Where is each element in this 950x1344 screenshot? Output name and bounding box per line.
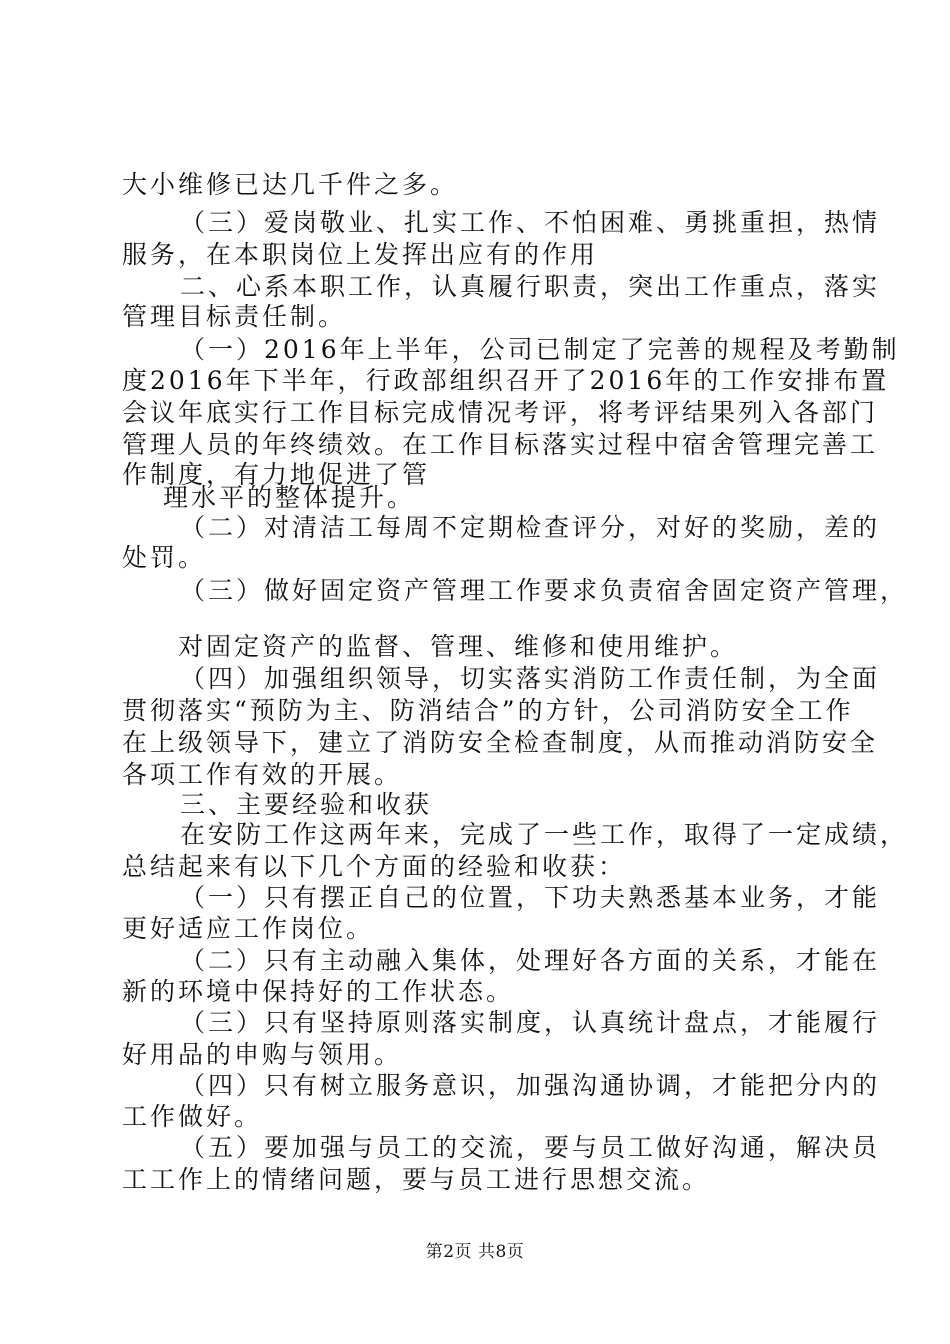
line-20: 三、主要经验和收获: [180, 790, 433, 819]
line-27: （三）只有坚持原则落实制度，认真统计盘点，才能履行: [180, 1008, 881, 1037]
line-32: 工工作上的情绪问题，要与员工进行思想交流。: [122, 1165, 711, 1194]
line-18: 在上级领导下，建立了消防安全检查制度，从而推动消防安全: [122, 728, 879, 757]
line-05: 管理目标责任制。: [122, 302, 347, 331]
line-30: 工作做好。: [122, 1102, 263, 1131]
line-10: 作制度，有力地促进了管: [122, 460, 431, 489]
line-24: 更好适应工作岗位。: [122, 914, 375, 943]
line-26: 新的环境中保持好的工作状态。: [122, 977, 515, 1006]
line-13: 处罚。: [122, 543, 207, 572]
line-22: 总结起来有以下几个方面的经验和收获：: [122, 852, 627, 881]
line-14: （三）做好固定资产管理工作要求负责宿舍固定资产管理，: [180, 576, 909, 605]
page-footer: [0, 1240, 950, 1264]
line-17: 贯彻落实“预防为主、防消结合”的方针，公司消防安全工作: [122, 696, 854, 725]
page-number-label: 第2页 共8页: [425, 1242, 525, 1262]
line-29: （四）只有树立服务意识，加强沟通协调，才能把分内的: [180, 1071, 881, 1100]
line-12: （二）对清洁工每周不定期检查评分，对好的奖励，差的: [180, 513, 881, 542]
line-08: 会议年底实行工作目标完成情况考评，将考评结果列入各部门: [122, 398, 879, 427]
line-23: （一）只有摆正自己的位置，下功夫熟悉基本业务，才能: [180, 883, 881, 912]
line-01: 大小维修已达几千件之多。: [122, 170, 459, 199]
line-28: 好用品的申购与领用。: [122, 1040, 403, 1069]
line-15: 对固定资产的监督、管理、维修和使用维护。: [178, 632, 739, 661]
line-03: 服务，在本职岗位上发挥出应有的作用: [122, 240, 599, 269]
line-16: （四）加强组织领导，切实落实消防工作责任制，为全面: [180, 664, 881, 693]
line-02: （三）爱岗敬业、扎实工作、不怕困难、勇挑重担，热情: [180, 208, 881, 237]
line-31: （五）要加强与员工的交流，要与员工做好沟通，解决员: [180, 1133, 881, 1162]
line-11: 理水平的整体提升。: [163, 483, 416, 512]
line-04: 二、心系本职工作，认真履行职责，突出工作重点，落实: [180, 272, 881, 301]
line-07: 度2016年下半年，行政部组织召开了2016年的工作安排布置: [122, 366, 890, 395]
line-21: 在安防工作这两年来，完成了一些工作，取得了一定成绩，: [180, 820, 909, 849]
line-06: （一）2016年上半年，公司已制定了完善的规程及考勤制: [180, 335, 900, 364]
line-09: 管理人员的年终绩效。在工作目标落实过程中宿舍管理完善工: [122, 430, 879, 459]
line-25: （二）只有主动融入集体，处理好各方面的关系，才能在: [180, 946, 881, 975]
line-19: 各项工作有效的开展。: [122, 760, 403, 789]
